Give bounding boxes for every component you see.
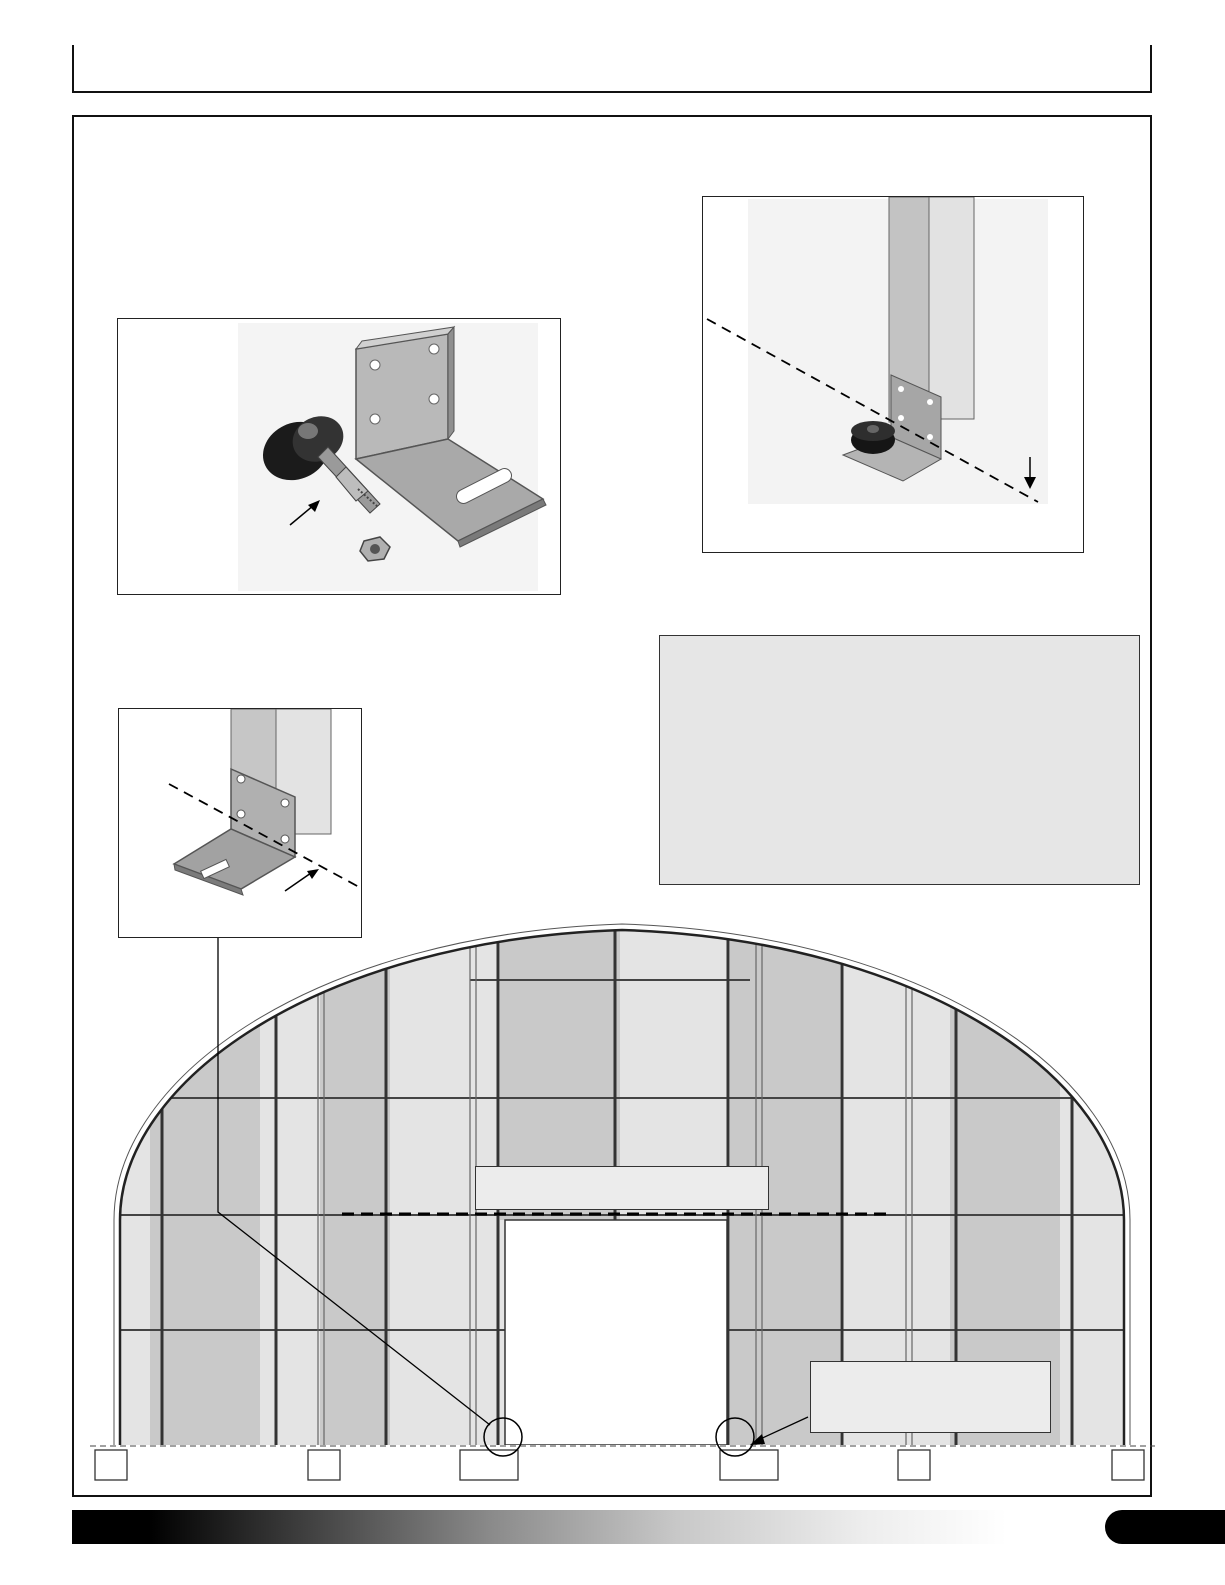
header-box — [72, 45, 1152, 93]
roller-kit-photo — [117, 318, 561, 595]
bracket-photo — [118, 708, 362, 938]
roller-kit-icon — [118, 319, 561, 595]
bracket-icon — [119, 709, 362, 938]
page-number-tab — [1105, 1510, 1225, 1544]
note-panel — [659, 635, 1140, 885]
roller-location-callout — [810, 1361, 1051, 1433]
door-header-callout — [475, 1166, 769, 1210]
footer-gradient-bar — [72, 1510, 1172, 1544]
roller-installed-photo — [702, 196, 1084, 553]
roller-installed-icon — [703, 197, 1084, 553]
